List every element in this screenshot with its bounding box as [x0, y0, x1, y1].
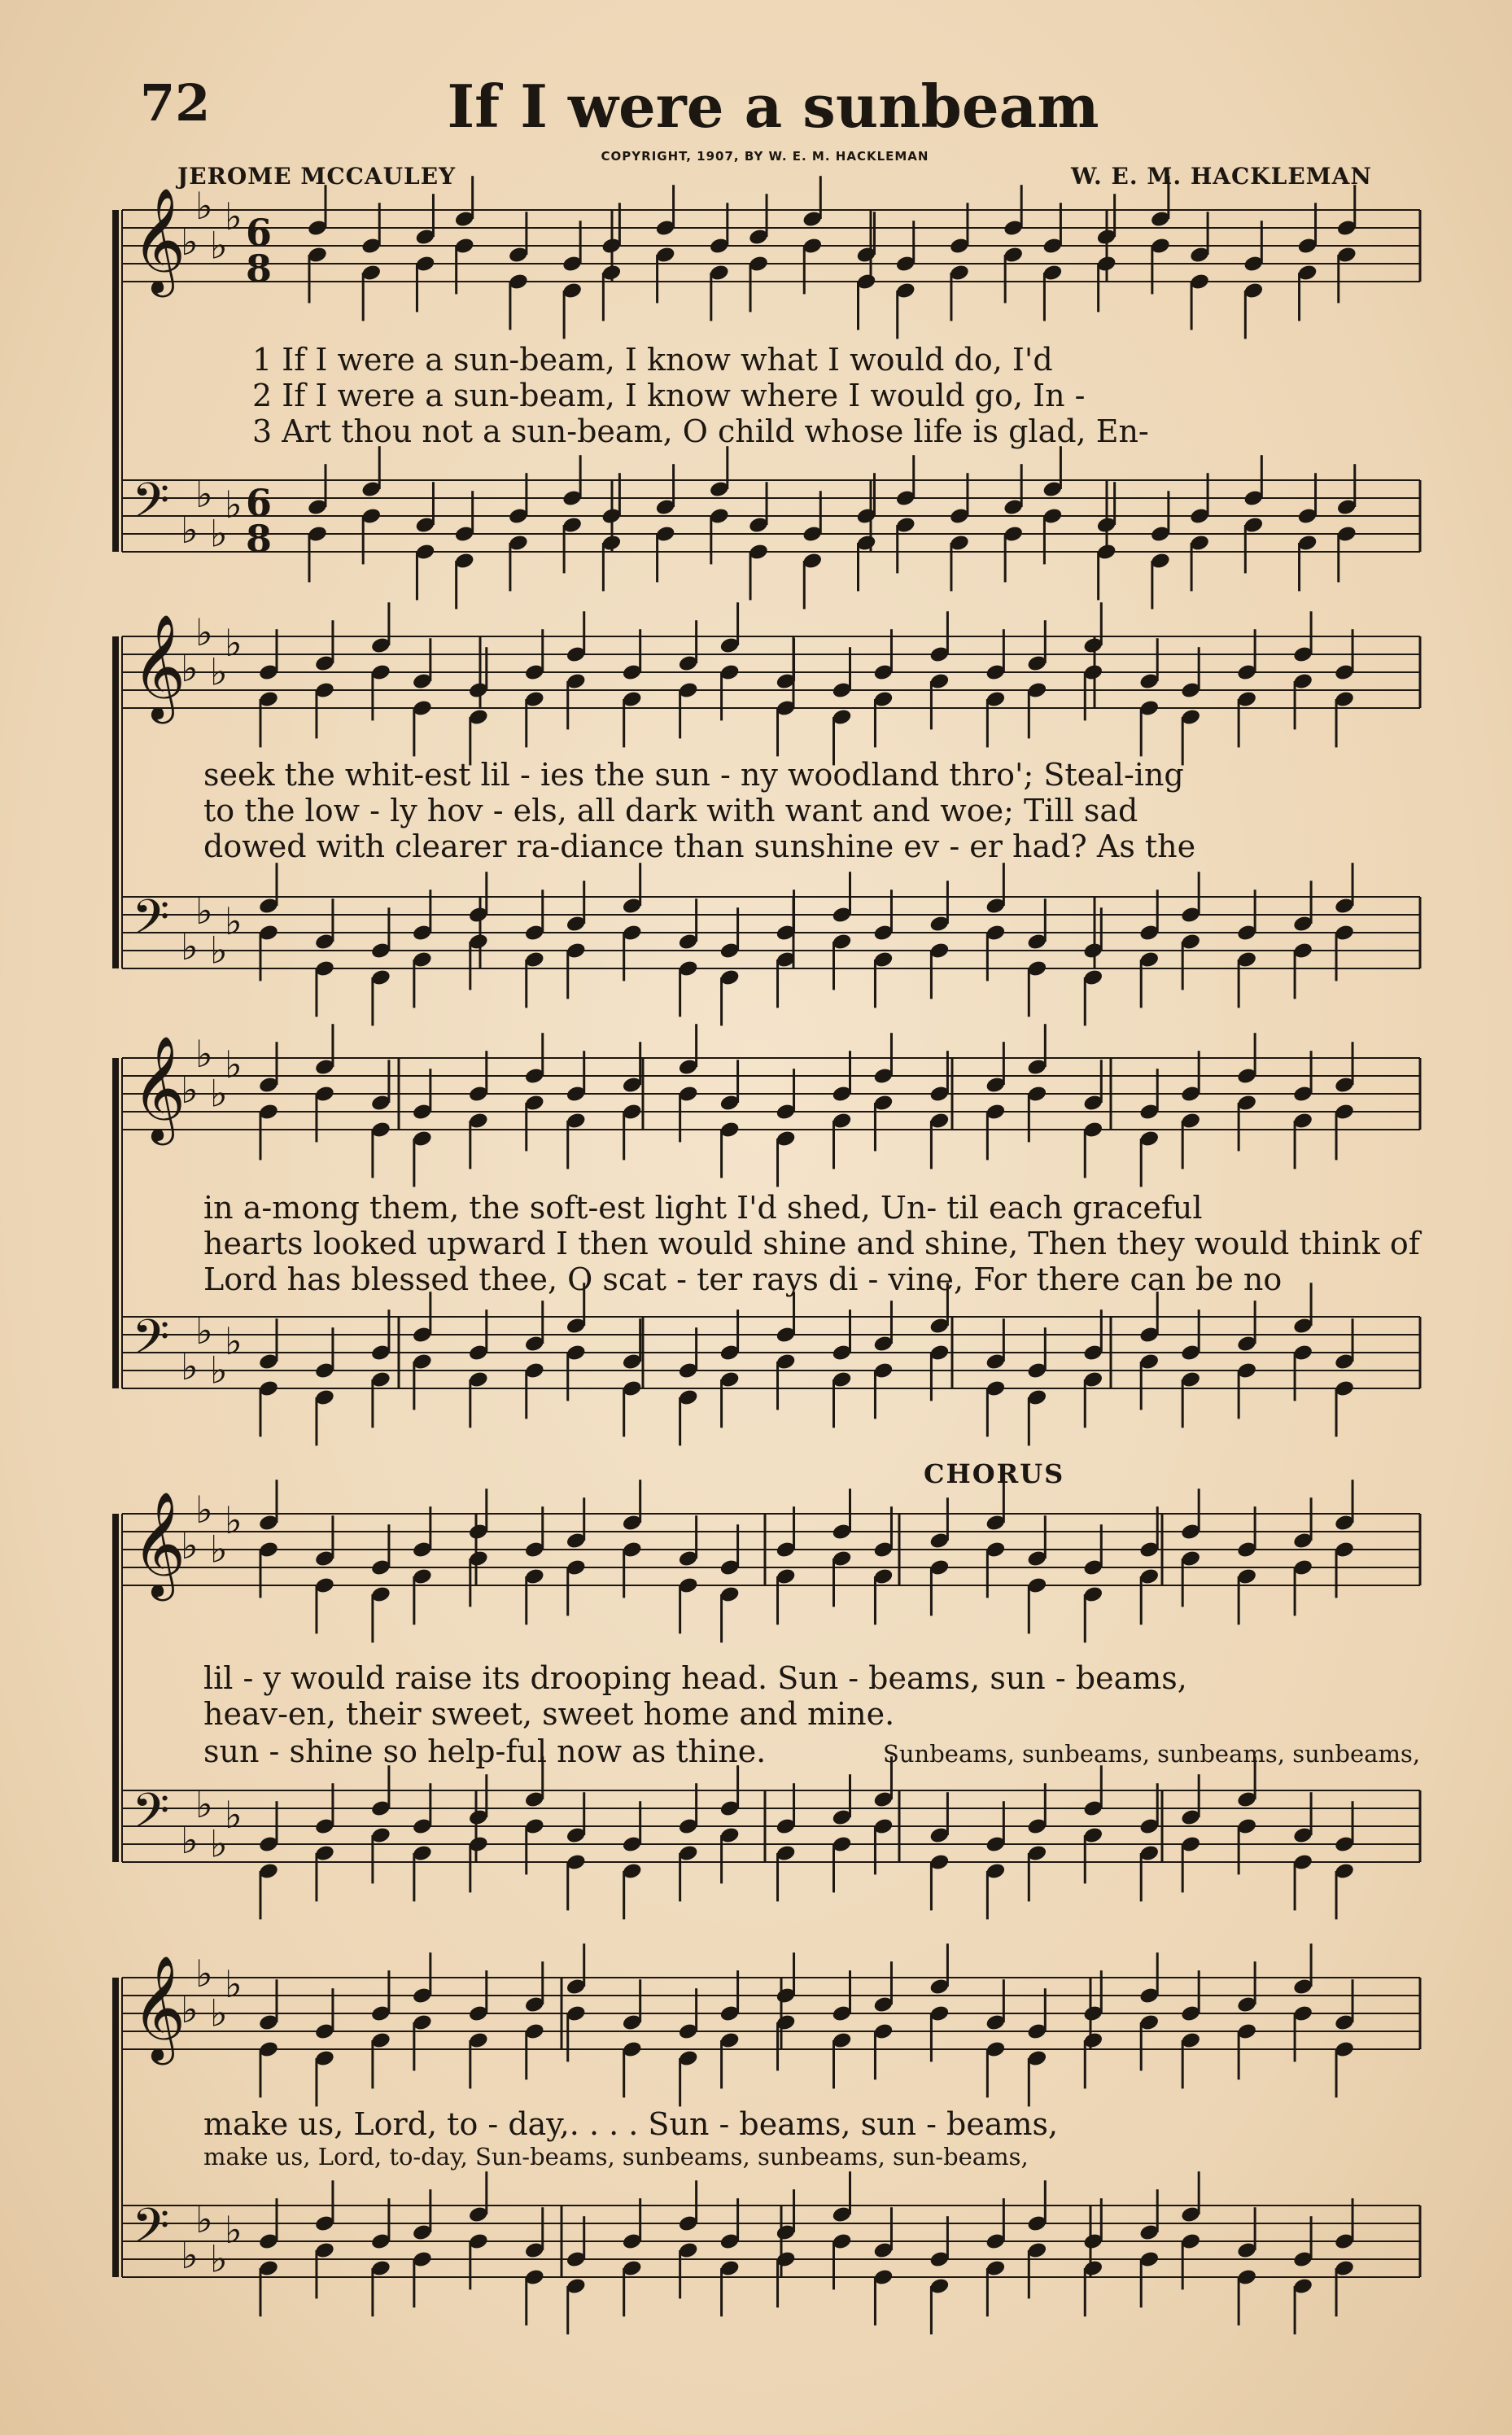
- hymn-title: If I were a sunbeam: [447, 72, 1099, 141]
- lyric-line: dowed with clearer ra-diance than sunshine ev - er had? As the: [203, 828, 1196, 864]
- flat-sign: ♭: [181, 508, 199, 552]
- flat-sign: ♭: [181, 220, 199, 264]
- flat-sign: ♭: [195, 1309, 213, 1353]
- flat-sign: ♭: [225, 899, 243, 944]
- flat-sign: ♭: [210, 511, 228, 556]
- bass-clef: 𝄢: [132, 2197, 170, 2267]
- flat-sign: ♭: [181, 1818, 199, 1862]
- lyric-line-small: make us, Lord, to-day, Sun-beams, sunbeams, sunbeams, sun-beams,: [203, 2143, 1029, 2171]
- treble-clef: 𝄞: [132, 1490, 186, 1597]
- flat-sign: ♭: [225, 2208, 243, 2253]
- lyric-line-small: Sunbeams, sunbeams, sunbeams, sunbeams,: [883, 1740, 1421, 1768]
- flat-sign: ♭: [195, 1952, 213, 1996]
- flat-sign: ♭: [181, 1524, 199, 1567]
- time-signature-bottom: 8: [246, 247, 273, 291]
- lyric-line: lil - y would raise its drooping head. Sun - beams, sun - beams,: [203, 1660, 1187, 1696]
- flat-sign: ♭: [195, 472, 213, 516]
- flat-sign: ♭: [225, 1498, 243, 1543]
- flat-sign: ♭: [195, 610, 213, 654]
- bass-clef: 𝄢: [132, 472, 170, 541]
- lyric-line: heav-en, their sweet, sweet home and mine.: [203, 1696, 895, 1732]
- time-signature-bottom: 8: [246, 517, 273, 561]
- page-number: 72: [140, 73, 211, 133]
- composer-name: W. E. M. HACKLEMAN: [1070, 163, 1372, 190]
- lyric-line: 3 Art thou not a sun-beam, O child whose life is glad, En-: [252, 413, 1149, 449]
- treble-clef: 𝄞: [132, 613, 186, 719]
- time-signature-top: 6: [246, 211, 273, 255]
- flat-sign: ♭: [181, 1344, 199, 1388]
- treble-clef: 𝄞: [132, 1034, 186, 1141]
- flat-sign: ♭: [210, 1348, 228, 1392]
- flat-sign: ♭: [181, 1068, 199, 1112]
- lyric-line: make us, Lord, to - day,. . . . Sun - beams, sun - beams,: [203, 2106, 1059, 2142]
- lyric-line: sun - shine so help-ful now as thine.: [203, 1733, 767, 1769]
- chorus-label: CHORUS: [924, 1458, 1065, 1489]
- lyric-line: 1 If I were a sun-beam, I know what I would do, I'd: [252, 342, 1053, 378]
- flat-sign: ♭: [195, 1488, 213, 1532]
- flat-sign: ♭: [210, 1071, 228, 1116]
- flat-sign: ♭: [195, 889, 213, 933]
- flat-sign: ♭: [195, 184, 213, 228]
- lyric-line: hearts looked upward I then would shine and shine, Then they would think of: [203, 1226, 1420, 1261]
- bass-clef: 𝄢: [132, 1782, 170, 1851]
- flat-sign: ♭: [210, 1991, 228, 2035]
- flat-sign: ♭: [225, 1962, 243, 2007]
- flat-sign: ♭: [181, 925, 199, 968]
- treble-clef: 𝄞: [132, 186, 186, 293]
- copyright-notice: COPYRIGHT, 1907, BY W. E. M. HACKLEMAN: [601, 149, 929, 164]
- flat-sign: ♭: [181, 2233, 199, 2277]
- flat-sign: ♭: [210, 2236, 228, 2281]
- flat-sign: ♭: [181, 646, 199, 690]
- flat-sign: ♭: [195, 1032, 213, 1076]
- lyric-line: seek the whit-est lil - ies the sun - ny woodland thro'; Steal-ing: [203, 757, 1184, 793]
- lyric-line: 2 If I were a sun-beam, I know where I would go, In -: [252, 378, 1086, 413]
- flat-sign: ♭: [195, 2197, 213, 2241]
- flat-sign: ♭: [225, 195, 243, 239]
- flat-sign: ♭: [210, 1527, 228, 1572]
- time-signature-top: 6: [246, 481, 273, 525]
- flat-sign: ♭: [225, 483, 243, 527]
- bass-clef: 𝄢: [132, 889, 170, 958]
- lyric-line: to the low - ly hov - els, all dark with want and woe; Till sad: [203, 793, 1138, 828]
- flat-sign: ♭: [225, 1043, 243, 1087]
- lyric-line: in a-mong them, the soft-est light I'd shed, Un- til each graceful: [203, 1190, 1203, 1226]
- lyric-line: Lord has blessed thee, O scat - ter rays di - vine, For there can be no: [203, 1261, 1283, 1297]
- flat-sign: ♭: [225, 1319, 243, 1364]
- bass-clef: 𝄢: [132, 1309, 170, 1378]
- lyricist-name: JEROME MCCAULEY: [177, 163, 457, 190]
- flat-sign: ♭: [225, 1793, 243, 1838]
- flat-sign: ♭: [225, 621, 243, 666]
- flat-sign: ♭: [181, 1987, 199, 2031]
- flat-sign: ♭: [210, 649, 228, 694]
- flat-sign: ♭: [210, 1821, 228, 1866]
- flat-sign: ♭: [210, 223, 228, 268]
- flat-sign: ♭: [210, 928, 228, 973]
- treble-clef: 𝄞: [132, 1954, 186, 2061]
- flat-sign: ♭: [195, 1782, 213, 1826]
